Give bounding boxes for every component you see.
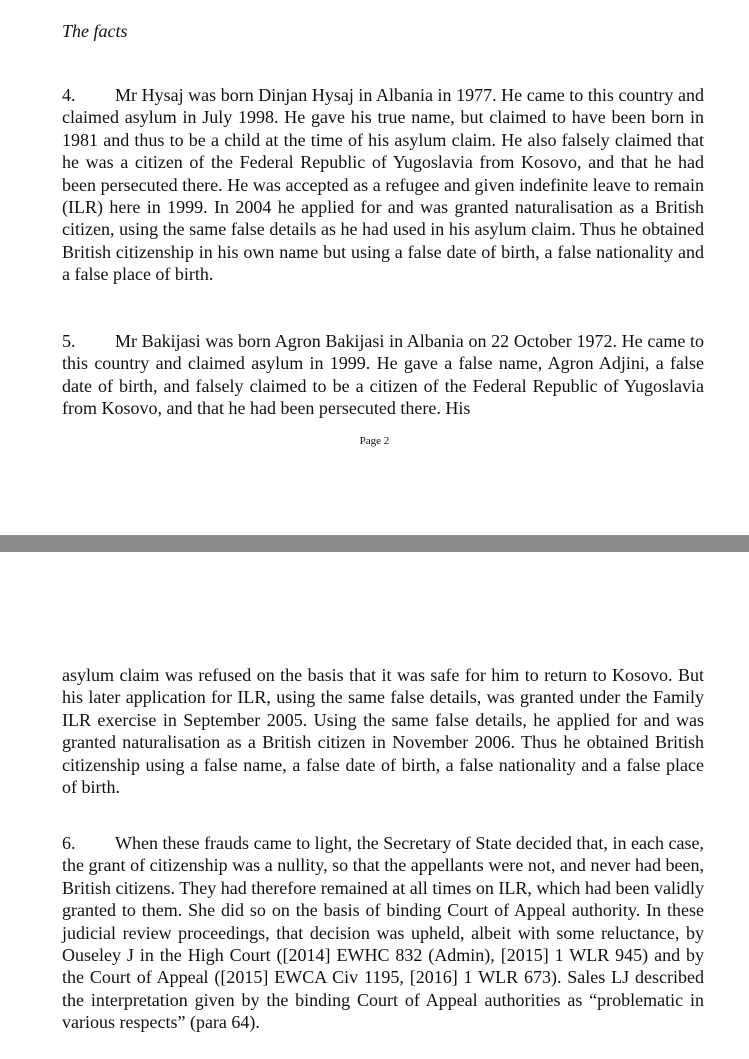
paragraph-6 [62,832,704,1034]
section-heading: The facts [62,21,128,41]
paragraph-text: Mr Bakijasi was born Agron Bakijasi in Albania on 22 October 1972. He came to this country and claimed asylum in 1999. He gave a false name, Agron Adjini, a false date of birth, and falsely claimed to be a citizen of the Federal Republic of Yugoslavia from Kosovo, and that he had been persecuted there. His [62,331,704,419]
paragraph-text: When these frauds came to light, the Secretary of State decided that, in each case, the grant of citizenship was a nullity, so that the appellants were not, and never had been, British citizens. They had therefore remained at all times on ILR, which had been validly granted to them. She did so on the basis of binding Court of Appeal authority. In these judicial review proceedings, that decision was upheld, albeit with some reluctance, by Ouseley J in the High Court ([2014] EWHC 832 (Admin), [2015] 1 WLR 945) and by the Court of Appeal ([2015] EWCA Civ 1195, [2016] 1 WLR 673). Sales LJ described the interpretation given by the binding Court of Appeal authorities as “problematic in various respects” (para 64). [62,833,704,1033]
paragraph-5 [62,330,704,420]
paragraph-4 [62,84,704,286]
paragraph-number: 6. [62,833,76,853]
page-number: Page 2 [359,435,390,447]
paragraph-text: Mr Hysaj was born Dinjan Hysaj in Albania in 1977. He came to this country and claimed asylum in July 1998. He gave his true name, but claimed to have been born in 1981 and thus to be a child at the time of his asylum claim. He also falsely claimed that he was a citizen of the Federal Republic of Yugoslavia from Kosovo, and that he had been persecuted there. He was accepted as a refugee and given indefinite leave to remain (ILR) here in 1999. In 2004 he applied for and was granted naturalisation as a British citizen, using the same false details as he had used in his asylum claim. Thus he obtained British citizenship in his own name but using a false date of birth, a false nationality and a false place of birth. [62,85,704,285]
paragraph-5-continued [62,664,704,798]
page-break-divider [0,535,749,552]
paragraph-number: 5. [62,331,76,351]
paragraph-text: asylum claim was refused on the basis that it was safe for him to return to Kosovo. But his later application for ILR, using the same false details, was granted under the Family ILR exercise in September 2005. Using the same false details, he applied for and was granted naturalisation as a British citizen in November 2006. Thus he obtained British citizenship using a false name, a false date of birth, a false nationality and a false place of birth. [62,665,704,798]
paragraph-number: 4. [62,85,76,105]
